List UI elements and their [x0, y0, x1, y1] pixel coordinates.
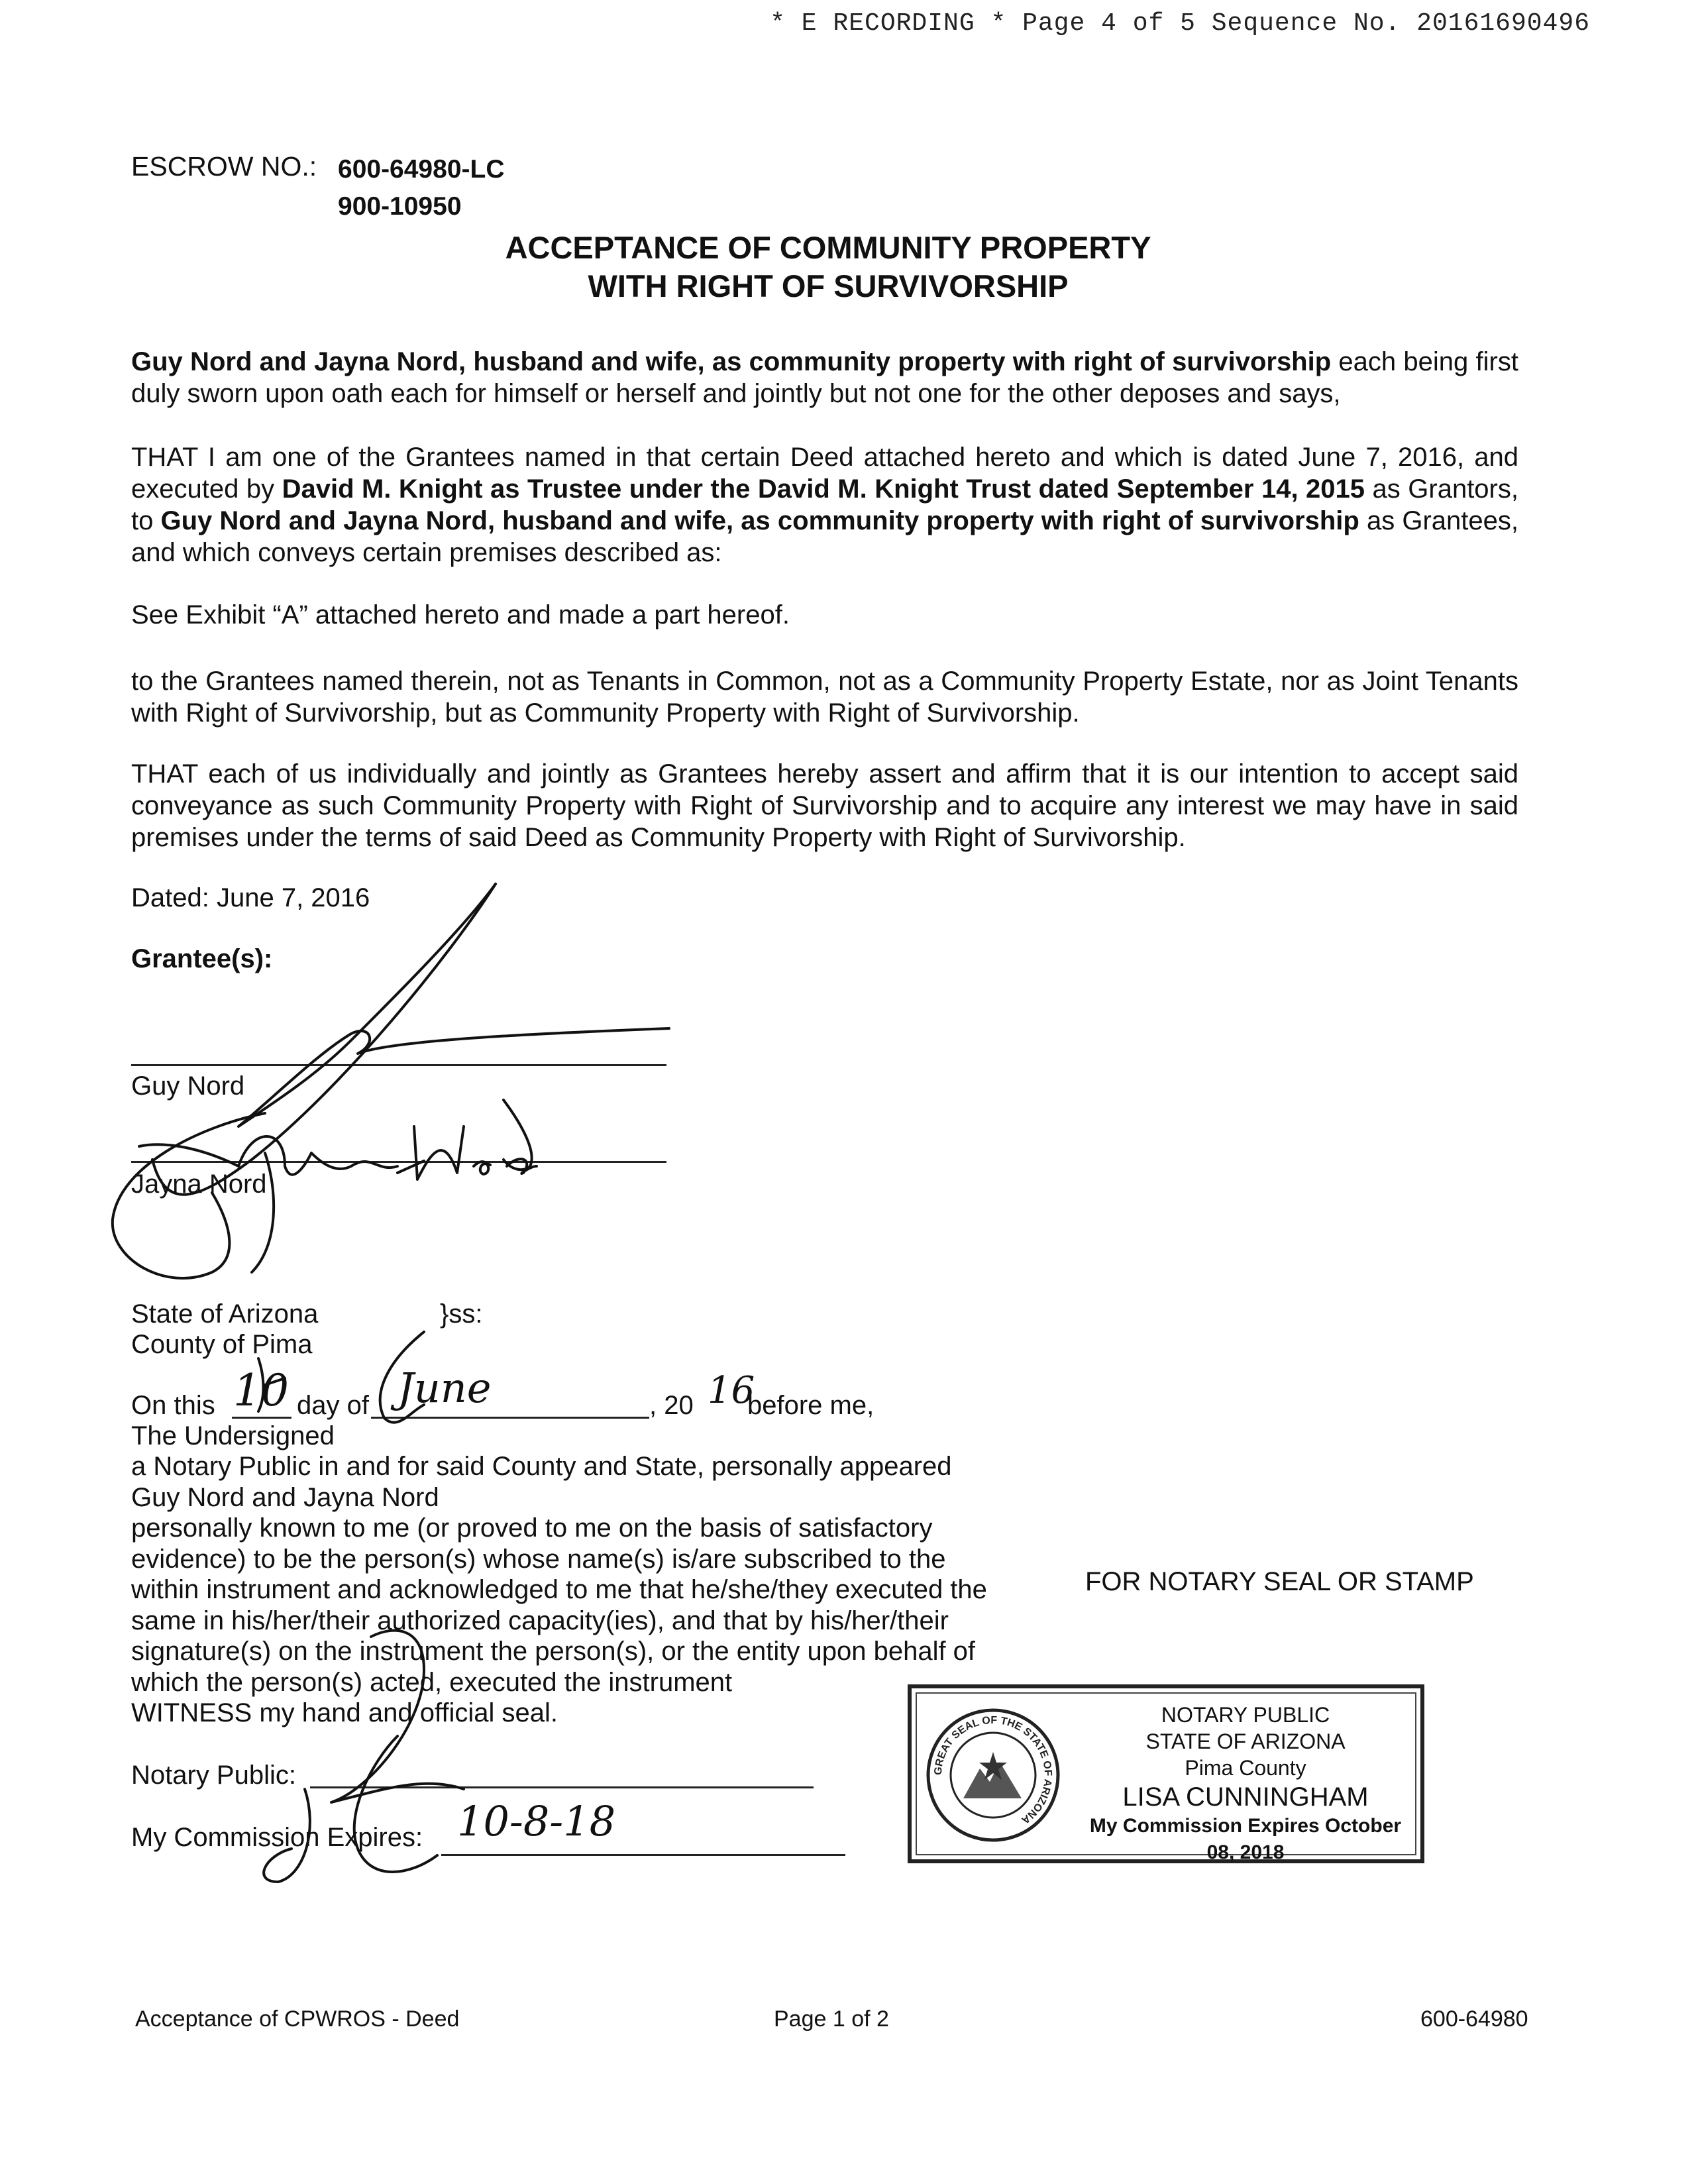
- seal-ring-text: GREAT SEAL OF THE STATE OF ARIZONA: [932, 1714, 1054, 1826]
- undersigned-label: The Undersigned: [131, 1421, 335, 1450]
- commission-label: My Commission Expires:: [131, 1823, 423, 1852]
- notary-stamp: [908, 1684, 1424, 1863]
- notary-county: County of Pima: [131, 1330, 313, 1359]
- stamp-text: [1077, 1702, 1414, 1866]
- stamp-line-2: STATE OF ARIZONA: [1145, 1729, 1346, 1753]
- footer-left: Acceptance of CPWROS - Deed: [135, 2006, 460, 2032]
- notary-body-line: evidence) to be the person(s) whose name(s) is/are subscribed to the: [131, 1544, 946, 1574]
- that1-text-1: THAT I am one of the Grantees named in that certain Deed attached hereto and which is dated June 7, 2016, and executed by: [131, 443, 1518, 504]
- day-value: 10: [233, 1365, 289, 1416]
- stamp-notary-name: LISA CUNNINGHAM: [1122, 1782, 1369, 1812]
- that-paragraph-1: [131, 441, 1518, 569]
- intro-bold: Guy Nord and Jayna Nord, husband and wife, as community property with right of survivorship: [131, 347, 1332, 376]
- commission-line: [441, 1854, 845, 1856]
- before-me: before me,: [747, 1391, 874, 1420]
- footer-right: 600-64980: [1420, 2006, 1528, 2032]
- notary-state: State of Arizona: [131, 1299, 319, 1329]
- notary-body-line: a Notary Public in and for said County and State, personally appeared: [131, 1452, 952, 1481]
- that1-text-2: as Grantors, to: [131, 474, 1518, 535]
- title-line-1: ACCEPTANCE OF COMMUNITY PROPERTY: [505, 230, 1151, 265]
- on-this-label: On this: [131, 1391, 215, 1420]
- month-value: June: [398, 1364, 492, 1412]
- escrow-number-primary: 600-64980-LC: [338, 155, 505, 184]
- notary-ss: }ss:: [440, 1299, 483, 1329]
- exhibit-paragraph: See Exhibit “A” attached hereto and made a part hereof.: [131, 600, 790, 629]
- that-paragraph-2: THAT each of us individually and jointly as Grantees hereby assert and affirm that it is our intention to accept said conveyance as such Community Property with Right of Survivorship and to acquire any interest we may have in said premises under the terms of said Deed as Community Property with Right of Survivorship.: [131, 759, 1518, 852]
- notary-body-line: signature(s) on the instrument the person(s), or the entity upon behalf of: [131, 1637, 976, 1666]
- escrow-numbers: [338, 151, 504, 225]
- intro-paragraph: [131, 346, 1518, 410]
- stamp-line-1: NOTARY PUBLIC: [1161, 1703, 1330, 1727]
- year-prefix: , 20: [649, 1391, 694, 1420]
- that1-text-3: as Grantees, and which conveys certain premises described as:: [131, 506, 1518, 567]
- state-seal-icon: [924, 1706, 1063, 1845]
- document-title: [0, 229, 1656, 305]
- stamp-line-3: Pima County: [1185, 1756, 1306, 1780]
- notary-body-line: which the person(s) acted, executed the instrument: [131, 1667, 733, 1697]
- notary-body-line: personally known to me (or proved to me on the basis of satisfactory: [131, 1513, 933, 1543]
- signer-name-2: Jayna Nord: [131, 1170, 267, 1199]
- escrow-number-secondary: 900-10950: [338, 192, 462, 221]
- grantees-paragraph: to the Grantees named therein, not as Tenants in Common, not as a Community Property Estate, nor as Joint Tenants with Right of Survivorship, but as Community Property with Right of Survivorship.: [131, 667, 1518, 728]
- notary-body-line: same in his/her/their authorized capacity(ies), and that by his/her/their: [131, 1606, 949, 1635]
- dated-line: Dated: June 7, 2016: [131, 883, 370, 912]
- notary-body-line: WITNESS my hand and official seal.: [131, 1698, 558, 1727]
- day-line: [232, 1417, 292, 1419]
- notary-signature-line: [310, 1786, 814, 1788]
- day-of-label: day of: [297, 1391, 369, 1420]
- month-line: [371, 1417, 649, 1419]
- grantees-label: Grantee(s):: [131, 944, 273, 973]
- stamp-expires: My Commission Expires October 08, 2018: [1089, 1815, 1402, 1863]
- recording-header: * E RECORDING * Page 4 of 5 Sequence No. 20161690496: [770, 9, 1590, 38]
- title-line-2: WITH RIGHT OF SURVIVORSHIP: [588, 268, 1069, 303]
- that1-grantees: Guy Nord and Jayna Nord, husband and wife, as community property with right of survivorship: [160, 506, 1359, 535]
- signature-line-1: [131, 1064, 666, 1066]
- signer-name-1: Guy Nord: [131, 1071, 245, 1101]
- that1-grantors: David M. Knight as Trustee under the David M. Knight Trust dated September 14, 2015: [282, 474, 1365, 504]
- signature-line-2: [131, 1161, 666, 1163]
- notary-body: [131, 1451, 987, 1729]
- commission-value: 10-8-18: [457, 1797, 616, 1845]
- year-value: 16: [708, 1369, 755, 1412]
- notary-body-line: within instrument and acknowledged to me that he/she/they executed the: [131, 1575, 987, 1604]
- escrow-label: ESCROW NO.:: [131, 151, 317, 182]
- notary-public-label: Notary Public:: [131, 1761, 296, 1790]
- notary-body-line: Guy Nord and Jayna Nord: [131, 1482, 439, 1512]
- seal-label: FOR NOTARY SEAL OR STAMP: [1085, 1567, 1474, 1596]
- footer-center: Page 1 of 2: [774, 2006, 889, 2032]
- intro-rest: each being first duly sworn upon oath each for himself or herself and jointly but not one for the other deposes and says,: [131, 347, 1518, 408]
